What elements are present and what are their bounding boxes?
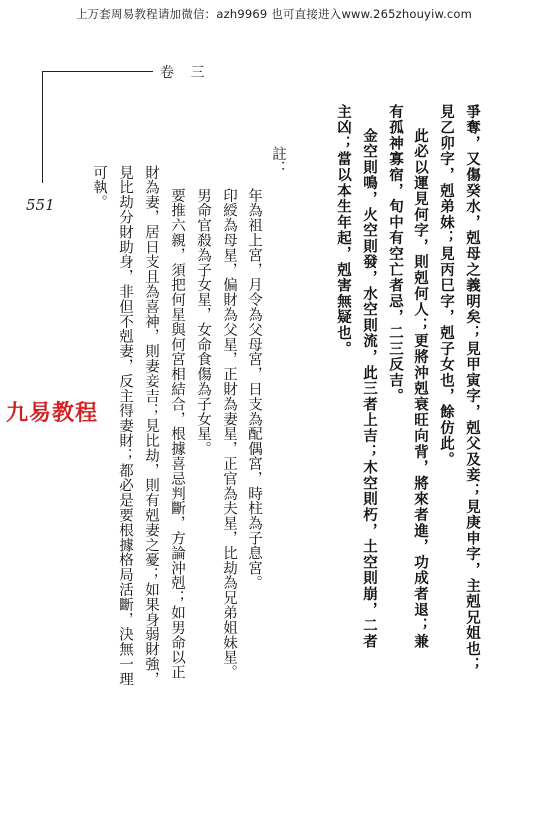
note-heading: 註： [270, 146, 286, 176]
note-text-column: 見比劫分財助身，非但不剋妻，反主得妻財；都必是要根據格局活斷，決無一理 [117, 165, 133, 687]
note-text-column: 男命官殺為子女星，女命食傷為子女星。 [195, 188, 211, 457]
main-text-column: 主凶；當以本生年起，剋害無疑也。 [335, 104, 352, 357]
main-text-column: 此必以運見何字，則剋何人；更將沖剋衰旺向背，將來者進，功成者退；兼 [412, 128, 429, 650]
chapter-label: 卷 三 [160, 65, 211, 81]
main-text-column: 金空則鳴，火空則發，水空則流，此三者上吉；木空則朽，土空則崩，二者 [361, 128, 378, 650]
page-number: 551 [26, 196, 55, 214]
note-text-column: 印綬為母星，偏財為父星，正財為妻星，正官為夫星，比劫為兄弟姐妹星。 [221, 188, 237, 680]
note-text-column: 年為祖上宮，月令為父母宮，日支為配偶宮，時柱為子息宮。 [246, 188, 262, 591]
main-text-column: 有孤神寡宿，旬中有空亡者忌，二三反吉。 [387, 104, 404, 405]
header-rule-vertical [42, 71, 43, 183]
logo-stamp: 九易教程 [6, 401, 99, 426]
watermark-banner: 上万套周易教程请加微信：azh9969 也可直接进入www.265zhouyiw.com [75, 7, 473, 21]
main-text-column: 見乙卯字，剋弟妹；見丙巳字，剋子女也，餘仿此。 [438, 104, 455, 468]
note-text-column: 可執。 [91, 165, 107, 210]
note-text-column: 財為妻，居日支且為喜神，則妻妾吉；見比劫，則有剋妻之憂；如果身弱財強， [143, 165, 159, 687]
main-text-column: 爭奪，又傷癸水，剋母之義明矣；見甲寅字，剋父及妾；見庚申字，主剋兄姐也； [464, 104, 481, 673]
header-rule-horizontal [42, 71, 153, 72]
note-text-column: 要推六親，須把何星與何宮相結合，根據喜忌判斷，方論沖剋；如男命以正 [169, 188, 185, 680]
